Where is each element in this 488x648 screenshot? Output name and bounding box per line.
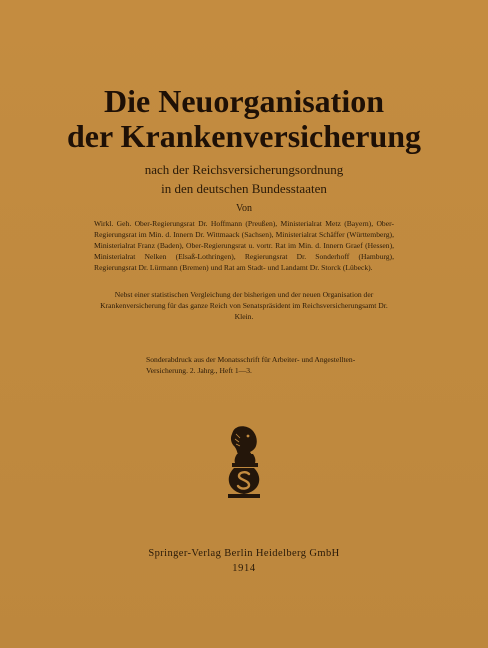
statistics-note: Nebst einer statistischen Vergleichung der bisherigen und der neuen Organisation der Krankenversicherung für das ganze Reich von Senatspräsident im Reichsversicherungsamt Dr. Klein. [100,290,388,322]
publication-year: 1914 [232,563,256,574]
subtitle-line-2: in den deutschen Bundesstaaten [161,181,327,196]
subtitle-line-1: nach der Reichsversicherungsordnung [144,162,344,177]
knight-chess-piece-logo [222,424,266,500]
authors-paragraph: Wirkl. Geh. Ober-Regierungsrat Dr. Hoffmann (Preußen), Ministerialrat Metz (Bayern), Ober-Regierungsrat im Min. d. Innern Dr. Wittmaack (Sachsen), Ministerialrat Schäffer (Württemberg), Ministerialrat Franz (Baden), Ober-Regierungsrat u. vortr. Rat im Min. d. Innern Graef (Hessen), Ministerialrat Nelken (Elsaß-Lothringen), Regierungsrat Dr. Sonderhoff (Hamburg), Regierungsrat Dr. Lürmann (Bremen) und Rat am Stadt- und Landamt Dr. Storck (Lübeck). [94,219,394,273]
by-label: Von [236,203,252,214]
offprint-note: Sonderabdruck aus der Monatsschrift für Arbeiter- und Angestellten-Versicherung. 2. Jahrg., Heft 1—3. [146,355,356,376]
title-line-2: der Krankenversicherung [66,118,422,154]
publisher: Springer-Verlag Berlin Heidelberg GmbH [148,548,340,559]
title-line-1: Die Neuorganisation [104,83,384,119]
